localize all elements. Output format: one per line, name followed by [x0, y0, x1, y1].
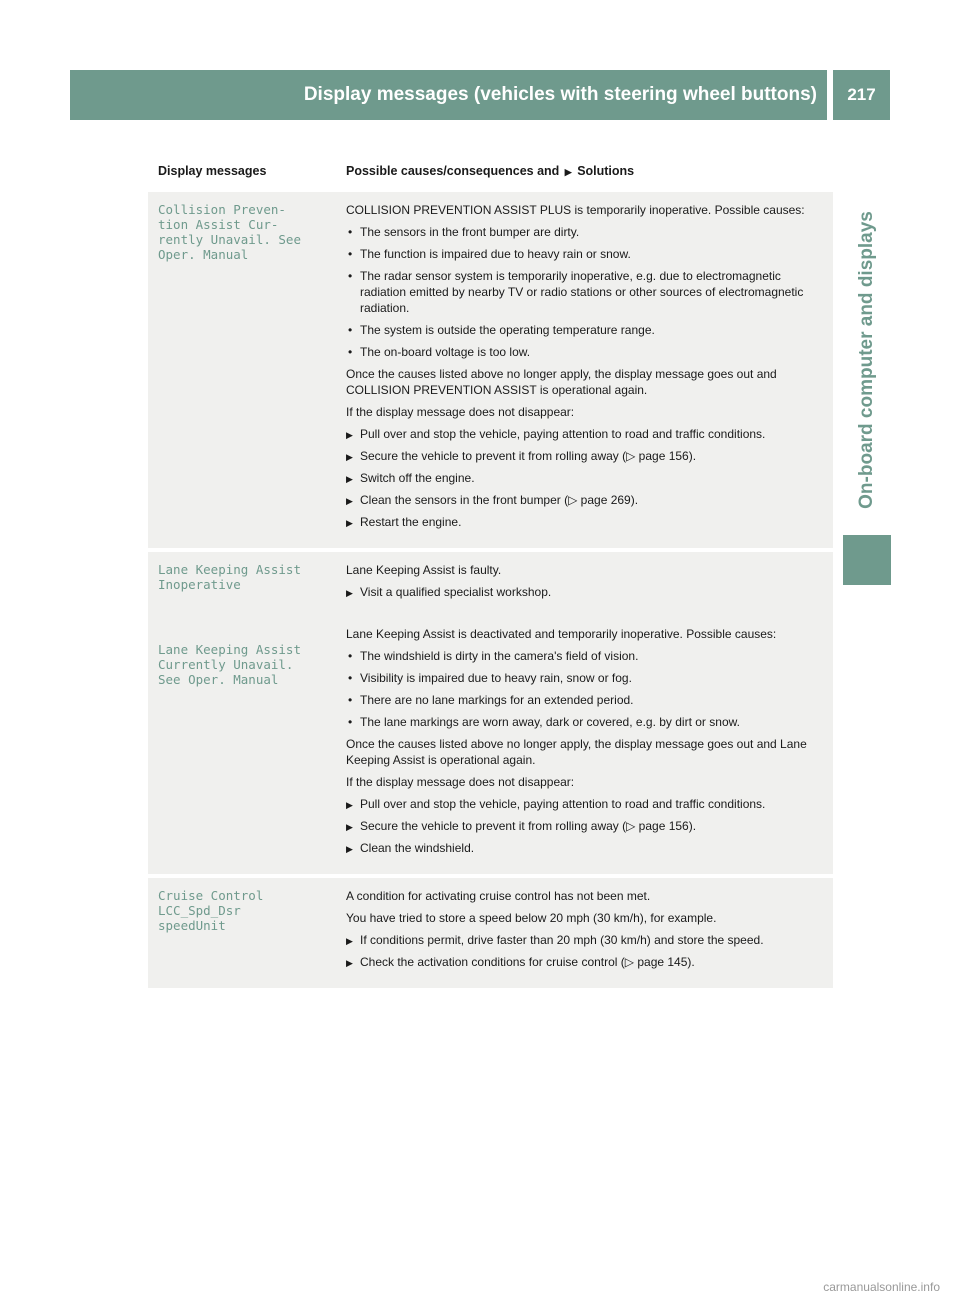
action-step: ▶ Secure the vehicle to prevent it from rolling away (▷ page 156). [346, 448, 823, 464]
side-section-label: On-board computer and displays [856, 211, 877, 509]
cause-bullet: • Visibility is impaired due to heavy rain, snow or fog. [346, 670, 823, 686]
column-header-messages: Display messages [158, 164, 267, 178]
solutions-cell [338, 552, 833, 874]
display-messages-table [148, 150, 833, 992]
table-row [148, 192, 833, 548]
description-text: A condition for activating cruise control has not been met. [346, 889, 651, 903]
cause-bullet: • The lane markings are worn away, dark or covered, e.g. by dirt or snow. [346, 714, 823, 730]
description-text: If the display message does not disappear: [346, 775, 575, 789]
action-step: ▶ Visit a qualified specialist workshop. [346, 584, 823, 600]
action-step: ▶ Secure the vehicle to prevent it from rolling away (▷ page 156). [346, 818, 823, 834]
table-row [148, 878, 833, 988]
action-step: ▶ Check the activation conditions for cruise control (▷ page 145). [346, 954, 823, 970]
cause-bullet: • The system is outside the operating temperature range. [346, 322, 823, 338]
action-step: ▶ Pull over and stop the vehicle, paying attention to road and traffic conditions. [346, 796, 823, 812]
display-message-text: Lane Keeping Assist Inoperative [158, 562, 301, 592]
column-header-solutions: Possible causes/consequences and ▶ Solutions [346, 164, 635, 178]
display-message-cell [148, 878, 334, 988]
watermark-footer: carmanualsonline.info [823, 1280, 940, 1294]
description-text: If the display message does not disappear: [346, 405, 575, 419]
table-body [148, 192, 833, 988]
solutions-cell [338, 192, 833, 548]
side-section-marker [843, 535, 891, 585]
description-text: Lane Keeping Assist is faulty. [346, 563, 502, 577]
description-text: You have tried to store a speed below 20 mph (30 km/h), for example. [346, 911, 717, 925]
display-message-text: Collision Preven- tion Assist Cur- rently Unavail. See Oper. Manual [158, 202, 301, 262]
display-message-text: Cruise Control LCC_Spd_Dsr speedUnit [158, 888, 264, 933]
page-number: 217 [833, 70, 890, 120]
table-header [148, 150, 833, 192]
action-step: ▶ If conditions permit, drive faster than 20 mph (30 km/h) and store the speed. [346, 932, 823, 948]
action-step: ▶ Restart the engine. [346, 514, 823, 530]
cause-bullet: • The function is impaired due to heavy rain or snow. [346, 246, 823, 262]
solutions-cell [338, 878, 833, 988]
spacer [346, 606, 823, 626]
cause-bullet: • There are no lane markings for an extended period. [346, 692, 823, 708]
action-arrow-icon: ▶ [564, 167, 572, 177]
description-text: Once the causes listed above no longer apply, the display message goes out and COLLISION PREVENTION ASSIST is operational again. [346, 367, 777, 397]
cause-bullet: • The windshield is dirty in the camera's field of vision. [346, 648, 823, 664]
action-step: ▶ Pull over and stop the vehicle, paying attention to road and traffic conditions. [346, 426, 823, 442]
description-text: Lane Keeping Assist is deactivated and temporarily inoperative. Possible causes: [346, 627, 777, 641]
description-text: Once the causes listed above no longer apply, the display message goes out and Lane Keeping Assist is operational again. [346, 737, 807, 767]
display-message-text: Lane Keeping Assist Currently Unavail. See Oper. Manual [158, 642, 301, 687]
display-message-cell [148, 192, 334, 548]
page-title: Display messages (vehicles with steering wheel buttons) [303, 84, 817, 105]
description-text: COLLISION PREVENTION ASSIST PLUS is temporarily inoperative. Possible causes: [346, 203, 805, 217]
cause-bullet: • The on-board voltage is too low. [346, 344, 823, 360]
display-message-cell [148, 552, 334, 874]
cause-bullet: • The radar sensor system is temporarily inoperative, e.g. due to electromagnetic radiation emitted by nearby TV or radio stations or other sources of electromagnetic radiation. [346, 268, 823, 316]
header-bar [70, 70, 827, 120]
action-step: ▶ Switch off the engine. [346, 470, 823, 486]
action-step: ▶ Clean the sensors in the front bumper (▷ page 269). [346, 492, 823, 508]
table-row [148, 552, 833, 874]
action-step: ▶ Clean the windshield. [346, 840, 823, 856]
cause-bullet: • The sensors in the front bumper are dirty. [346, 224, 823, 240]
